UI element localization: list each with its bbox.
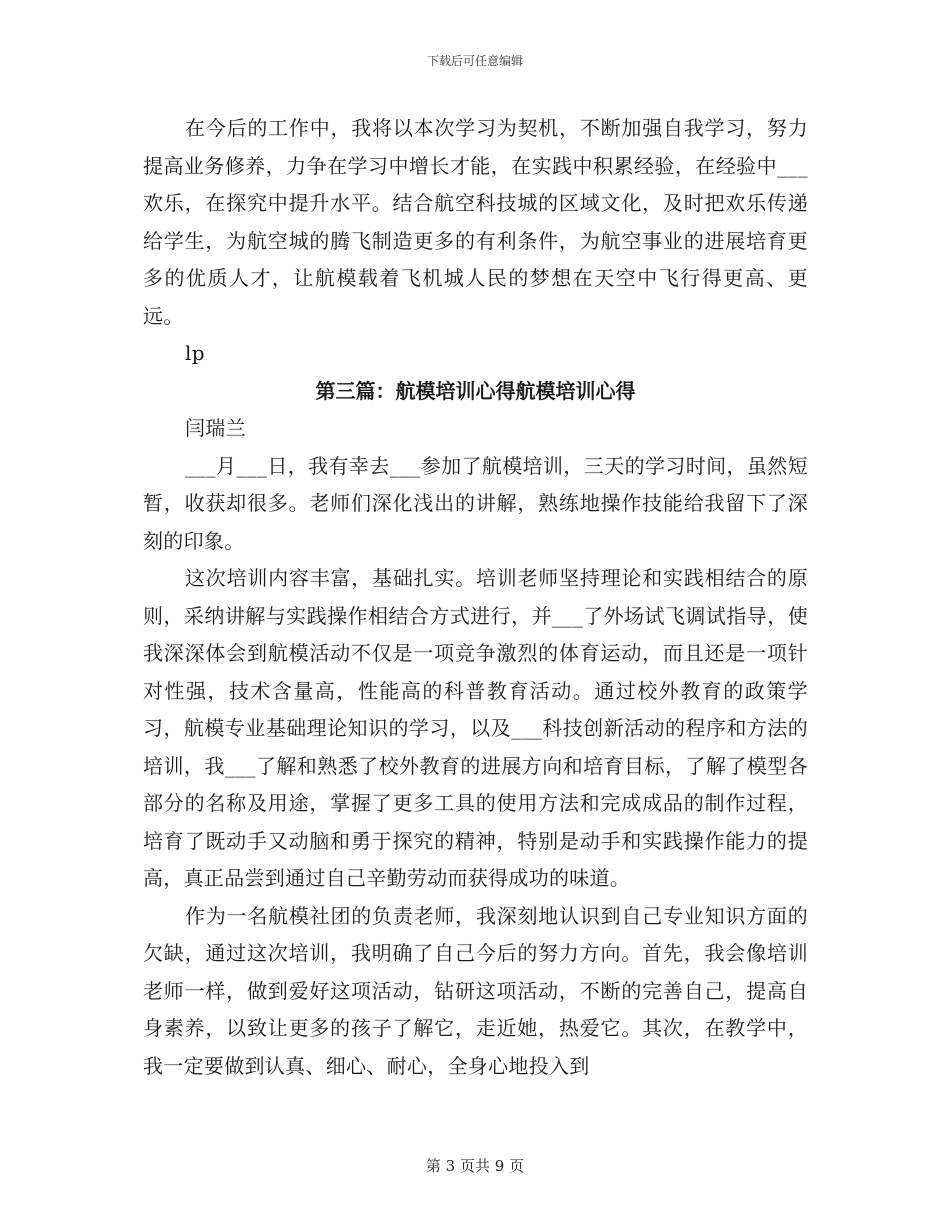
paragraph-closing: 在今后的工作中，我将以本次学习为契机，不断加强自我学习，努力提高业务修养，力争在学习中增长才能，在实践中积累经验，在经验中___欢乐，在探究中提升水平。结合航空科技城的区域文化，及时把欢乐传递给学生，为航空城的腾飞制造更多的有利条件，为航空事业的进展培育更多的优质人才，让航模载着飞机城人民的梦想在天空中飞行得更高、更远。 (143, 116, 808, 328)
document-body (143, 110, 808, 1085)
page-footer: 第 3 页共 9 页 (425, 1157, 525, 1175)
paragraph-author: 闫瑞兰 (185, 416, 246, 440)
paragraph-intro: ___月___日，我有幸去___参加了航模培训，三天的学习时间，虽然短暂，收获却很多。老师们深化浅出的讲解，熟练地操作技能给我留下了深刻的印象。 (143, 453, 808, 553)
paragraph-content: 这次培训内容丰富，基础扎实。培训老师坚持理论和实践相结合的原则，采纳讲解与实践操作相结合方式进行，并___了外场试飞调试指导，使我深深体会到航模活动不仅是一项竞争激烈的体育运动，而且还是一项针对性强，技术含量高，性能高的科普教育活动。通过校外教育的政策学习，航模专业基础理论知识的学习，以及___科技创新活动的程序和方法的培训，我___了解和熟悉了校外教育的进展方向和培育目标，了解了模型各部分的名称及用途，掌握了更多工具的使用方法和完成成品的制作过程，培育了既动手又动脑和勇于探究的精神，特别是动手和实践操作能力的提高，真正品尝到通过自己辛勤劳动而获得成功的味道。 (143, 566, 808, 890)
paragraph-lp: lp (185, 341, 205, 365)
page-header: 下载后可任意编辑 (426, 54, 523, 68)
section-title: 第三篇：航模培训心得航模培训心得 (315, 378, 636, 403)
paragraph-reflection: 作为一名航模社团的负责老师，我深刻地认识到自己专业知识方面的欠缺，通过这次培训，我明确了自己今后的努力方向。首先，我会像培训老师一样，做到爱好这项活动，钻研这项活动，不断的完善自己，提高自身素养，以致让更多的孩子了解它，走近她，热爱它。其次，在教学中，我一定要做到认真、细心、耐心，全身心地投入到 (143, 903, 808, 1078)
